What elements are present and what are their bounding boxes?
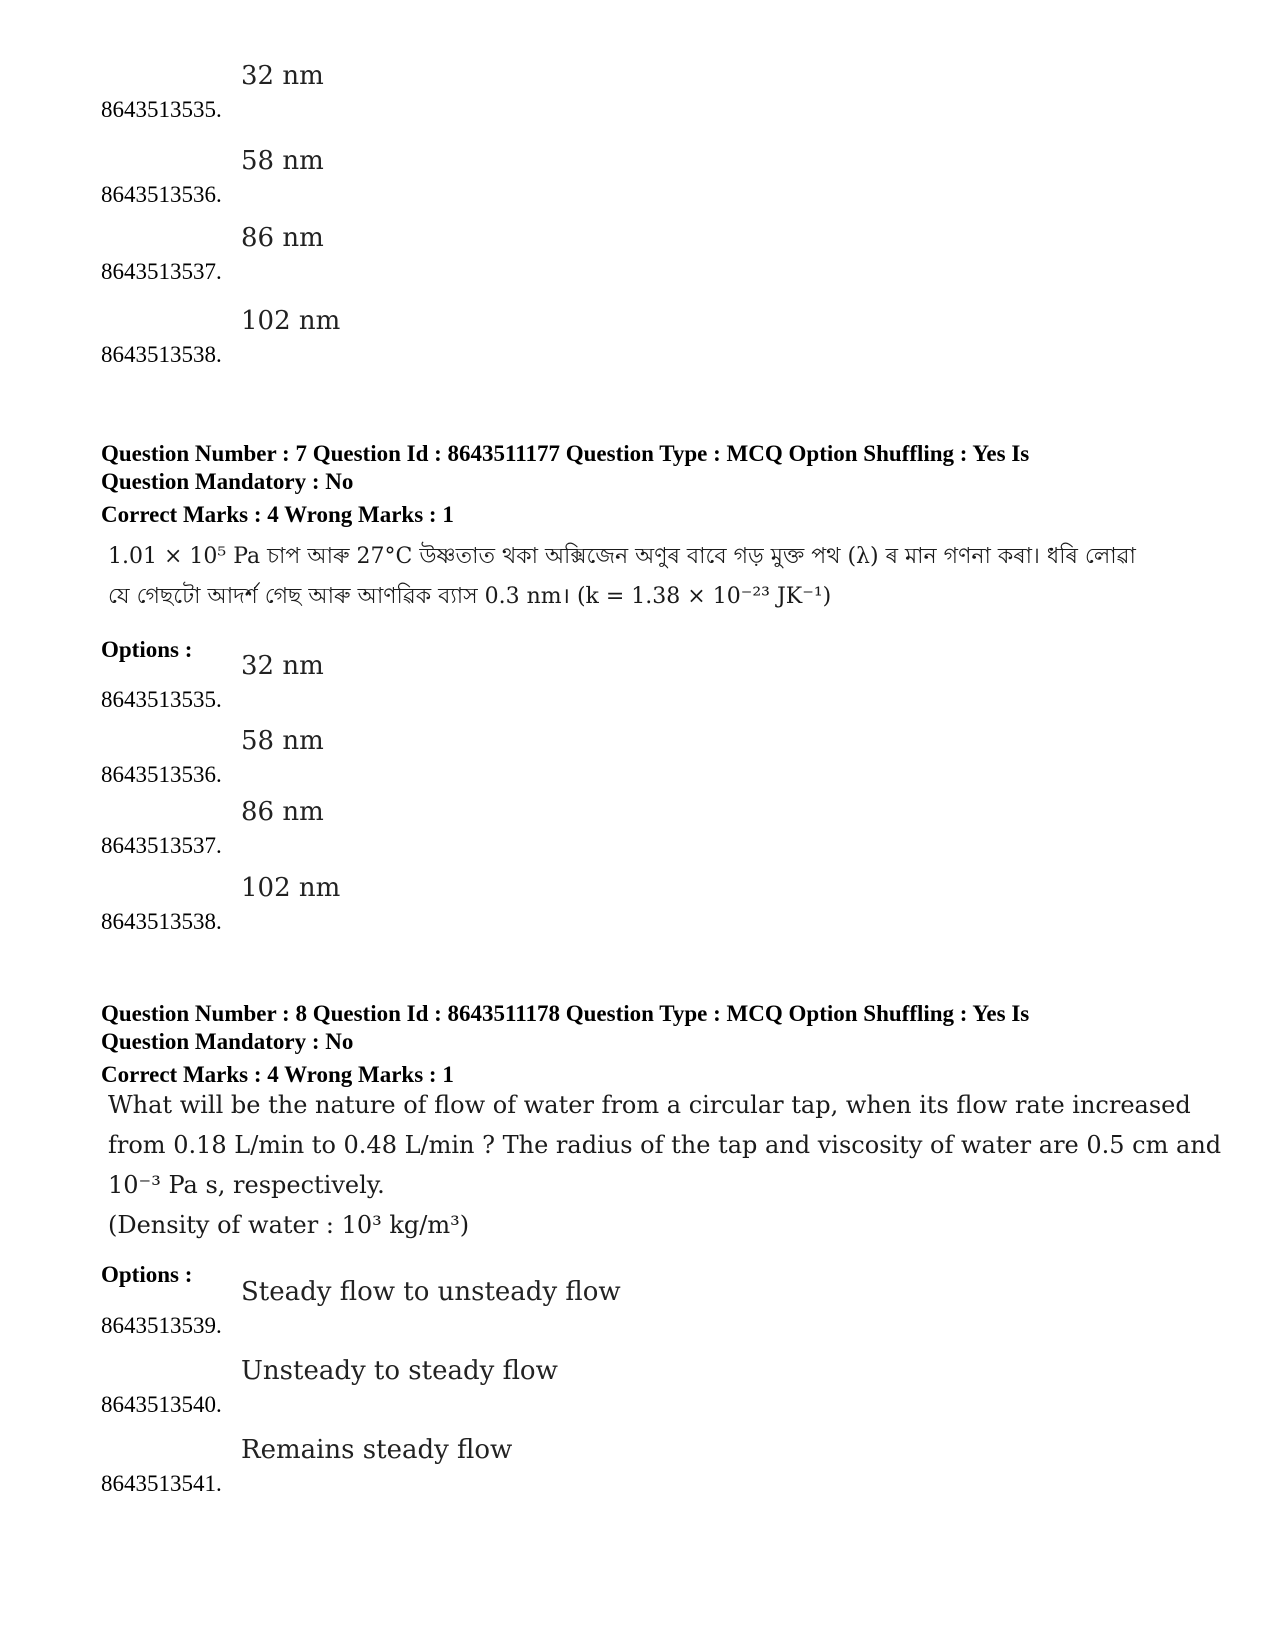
question-text-line: 1.01 × 10⁵ Pa চাপ আৰু 27°C উষ্ণতাত থকা অক্সিজেন অণুৰ বাবে গড় মুক্ত পথ (λ) ৰ মান গণনা কৰা। ধৰি লোৱা (108, 544, 1136, 569)
question-8-marks: Correct Marks : 4 Wrong Marks : 1 (101, 1062, 454, 1087)
option-text: 102 nm (241, 873, 341, 903)
option-item (101, 62, 1201, 122)
option-id: 8643513536. (101, 762, 222, 787)
question-text-line: যে গেছটো আদৰ্শ গেছ আৰু আণৱিক ব্যাস 0.3 nm। (k = 1.38 × 10⁻²³ JK⁻¹) (108, 584, 832, 609)
option-text: 86 nm (241, 223, 324, 253)
question-meta-line: Question Mandatory : No (101, 1029, 354, 1054)
option-text: 58 nm (241, 146, 324, 176)
question-meta-line: Question Number : 7 Question Id : 8643511177 Question Type : MCQ Option Shuffling : Yes Is (101, 441, 1030, 466)
option-item[interactable] (101, 874, 1201, 934)
question-meta-line: Question Number : 8 Question Id : 8643511178 Question Type : MCQ Option Shuffling : Yes Is (101, 1001, 1030, 1026)
option-item[interactable] (101, 1357, 1201, 1417)
option-item[interactable] (101, 727, 1201, 787)
option-id: 8643513537. (101, 833, 222, 858)
question-text-line: from 0.18 L/min to 0.48 L/min ? The radius of the tap and viscosity of water are 0.5 cm and (108, 1131, 1222, 1159)
option-item[interactable] (101, 652, 1201, 712)
option-item (101, 307, 1201, 367)
option-id: 8643513538. (101, 909, 222, 934)
question-text-line: What will be the nature of flow of water from a circular tap, when its flow rate increased (108, 1091, 1191, 1119)
option-item[interactable] (101, 1278, 1201, 1338)
option-item (101, 224, 1201, 284)
option-id: 8643513540. (101, 1392, 222, 1417)
option-text: Remains steady flow (241, 1435, 513, 1465)
option-text: 86 nm (241, 797, 324, 827)
option-id: 8643513538. (101, 342, 222, 367)
option-text: 102 nm (241, 306, 341, 336)
option-item[interactable] (101, 1436, 1201, 1496)
option-id: 8643513536. (101, 182, 222, 207)
question-text-line: 10⁻³ Pa s, respectively. (108, 1171, 385, 1199)
question-7-meta (101, 440, 1201, 496)
question-7-text (108, 537, 1188, 617)
option-item (101, 147, 1201, 207)
options-label: Options : (101, 1262, 193, 1287)
question-8-text (108, 1085, 1222, 1245)
option-text: 32 nm (241, 61, 324, 91)
question-meta-line: Question Mandatory : No (101, 469, 354, 494)
options-label: Options : (101, 637, 193, 662)
option-item[interactable] (101, 798, 1201, 858)
question-8-meta (101, 1000, 1201, 1056)
option-id: 8643513541. (101, 1471, 222, 1496)
option-text: 32 nm (241, 651, 324, 681)
question-text-line: (Density of water : 10³ kg/m³) (108, 1211, 470, 1239)
option-id: 8643513535. (101, 97, 222, 122)
option-id: 8643513537. (101, 259, 222, 284)
option-text: 58 nm (241, 726, 324, 756)
question-7-marks: Correct Marks : 4 Wrong Marks : 1 (101, 502, 454, 527)
option-id: 8643513535. (101, 687, 222, 712)
option-text: Unsteady to steady flow (241, 1356, 558, 1386)
option-text: Steady flow to unsteady flow (241, 1277, 621, 1307)
option-id: 8643513539. (101, 1313, 222, 1338)
